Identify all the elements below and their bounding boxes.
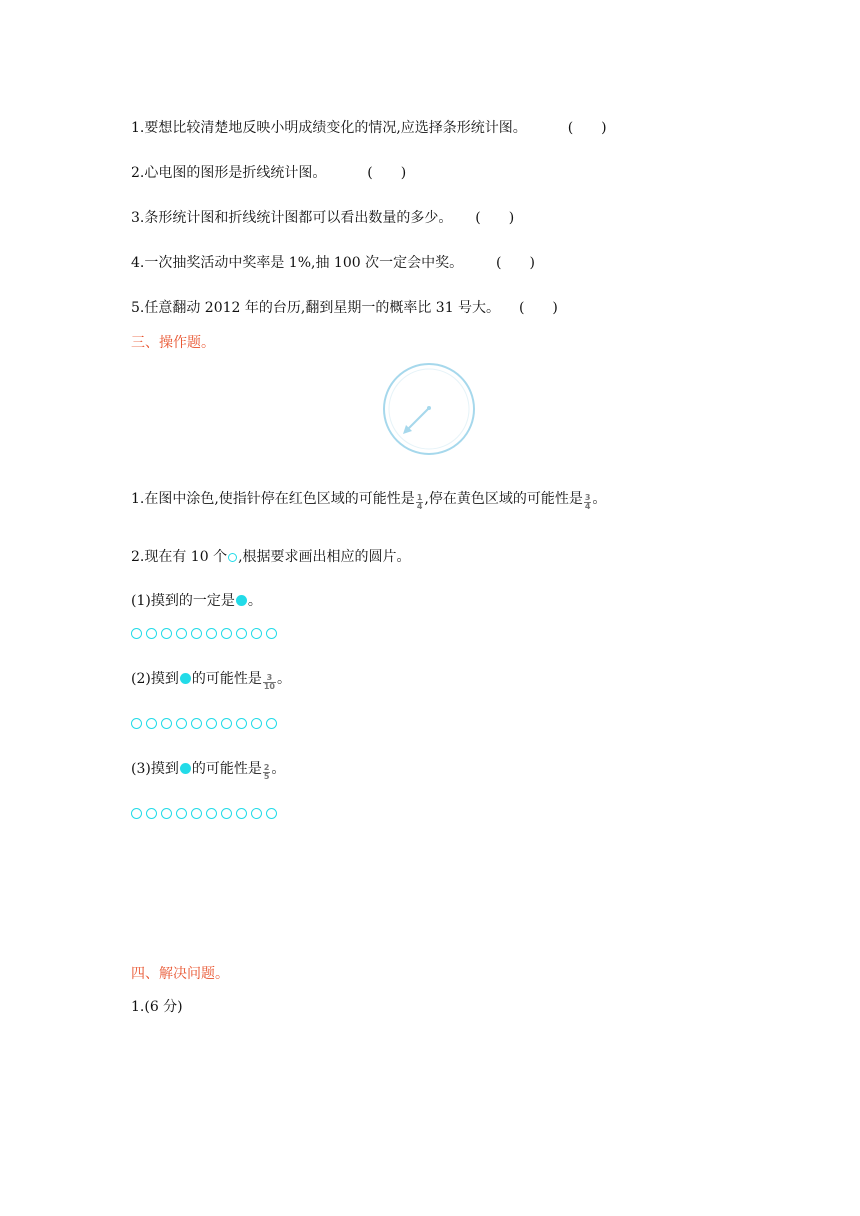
- answer-paren[interactable]: ( ): [518, 300, 558, 316]
- circle-slot[interactable]: [176, 808, 187, 819]
- frac-num: 3: [263, 674, 276, 683]
- judge-text: 2.心电图的图形是折线统计图。: [131, 165, 327, 181]
- circle-slot[interactable]: [161, 628, 172, 639]
- frac-num: 2: [263, 763, 270, 772]
- circle-slot[interactable]: [266, 718, 277, 729]
- sub2-suffix: 。: [276, 671, 291, 687]
- fraction-one-quarter: [416, 494, 424, 511]
- circle-slot[interactable]: [236, 808, 247, 819]
- circle-slot[interactable]: [206, 628, 217, 639]
- judge-item-2: [131, 164, 406, 182]
- q1-suffix: 。: [592, 491, 607, 507]
- circle-slot[interactable]: [146, 628, 157, 639]
- frac-den: 5: [263, 772, 270, 781]
- frac-den: 4: [584, 502, 591, 511]
- judge-item-4: [131, 254, 535, 272]
- fraction-three-quarters: [584, 494, 592, 511]
- sub3-middle: 的可能性是: [191, 761, 262, 777]
- q1-prefix: 1.在图中涂色,使指针停在红色区域的可能性是: [131, 491, 415, 507]
- section-4-title: 四、解决问题。: [131, 966, 229, 982]
- frac-den: 10: [263, 682, 275, 691]
- judge-text: 3.条形统计图和折线统计图都可以看出数量的多少。: [131, 210, 453, 226]
- problem-1: 1.(6 分): [131, 999, 183, 1015]
- circle-slot[interactable]: [266, 808, 277, 819]
- circle-slot[interactable]: [251, 808, 262, 819]
- hollow-circle-icon: [228, 553, 237, 562]
- circle-row-3[interactable]: [131, 808, 277, 819]
- sub1-suffix: 。: [247, 593, 262, 609]
- q2-suffix: ,根据要求画出相应的圆片。: [238, 549, 411, 565]
- circle-slot[interactable]: [251, 718, 262, 729]
- circle-slot[interactable]: [131, 808, 142, 819]
- circle-slot[interactable]: [236, 628, 247, 639]
- judge-text: 1.要想比较清楚地反映小明成绩变化的情况,应选择条形统计图。: [131, 120, 527, 136]
- fraction-two-fifths: [263, 764, 271, 781]
- spinner-dial[interactable]: [382, 362, 476, 456]
- circle-slot[interactable]: [161, 808, 172, 819]
- fraction-three-tenths: [263, 674, 276, 691]
- circle-slot[interactable]: [221, 628, 232, 639]
- circle-slot[interactable]: [131, 628, 142, 639]
- answer-paren[interactable]: ( ): [475, 210, 515, 226]
- circle-slot[interactable]: [266, 628, 277, 639]
- frac-num: 3: [584, 493, 591, 502]
- sub2-prefix: (2)摸到: [131, 671, 179, 687]
- circle-slot[interactable]: [191, 628, 202, 639]
- answer-paren[interactable]: ( ): [567, 120, 607, 136]
- question-2: [131, 548, 411, 566]
- filled-circle-icon: [180, 673, 191, 684]
- judge-text: 4.一次抽奖活动中奖率是 1%,抽 100 次一定会中奖。: [131, 255, 464, 271]
- question-1: [131, 490, 606, 511]
- sub1-prefix: (1)摸到的一定是: [131, 593, 235, 609]
- circle-slot[interactable]: [221, 808, 232, 819]
- circle-row-2[interactable]: [131, 718, 277, 729]
- sub-question-3: [131, 760, 285, 781]
- circle-slot[interactable]: [191, 718, 202, 729]
- frac-den: 4: [416, 502, 423, 511]
- circle-slot[interactable]: [161, 718, 172, 729]
- circle-slot[interactable]: [236, 718, 247, 729]
- dial-center: [427, 406, 431, 410]
- frac-num: 1: [416, 493, 423, 502]
- answer-paren[interactable]: ( ): [367, 165, 407, 181]
- answer-paren[interactable]: ( ): [496, 255, 535, 271]
- circle-slot[interactable]: [251, 628, 262, 639]
- circle-row-1[interactable]: [131, 628, 277, 639]
- judge-item-1: [131, 119, 607, 137]
- circle-slot[interactable]: [221, 718, 232, 729]
- circle-slot[interactable]: [176, 718, 187, 729]
- circle-slot[interactable]: [146, 718, 157, 729]
- sub3-prefix: (3)摸到: [131, 761, 179, 777]
- sub-question-2: [131, 670, 291, 691]
- judge-item-5: [131, 299, 558, 317]
- judge-text: 5.任意翻动 2012 年的台历,翻到星期一的概率比 31 号大。: [131, 300, 501, 316]
- circle-slot[interactable]: [191, 808, 202, 819]
- circle-slot[interactable]: [146, 808, 157, 819]
- section-3-title: 三、操作题。: [131, 335, 215, 351]
- filled-circle-icon: [180, 763, 191, 774]
- circle-slot[interactable]: [206, 808, 217, 819]
- circle-slot[interactable]: [206, 718, 217, 729]
- filled-circle-icon: [236, 595, 247, 606]
- sub-question-1: [131, 592, 262, 610]
- q1-middle: ,停在黄色区域的可能性是: [424, 491, 583, 507]
- circle-slot[interactable]: [131, 718, 142, 729]
- circle-slot[interactable]: [176, 628, 187, 639]
- sub2-middle: 的可能性是: [191, 671, 262, 687]
- judge-item-3: [131, 209, 514, 227]
- sub3-suffix: 。: [271, 761, 286, 777]
- q2-prefix: 2.现在有 10 个: [131, 549, 228, 565]
